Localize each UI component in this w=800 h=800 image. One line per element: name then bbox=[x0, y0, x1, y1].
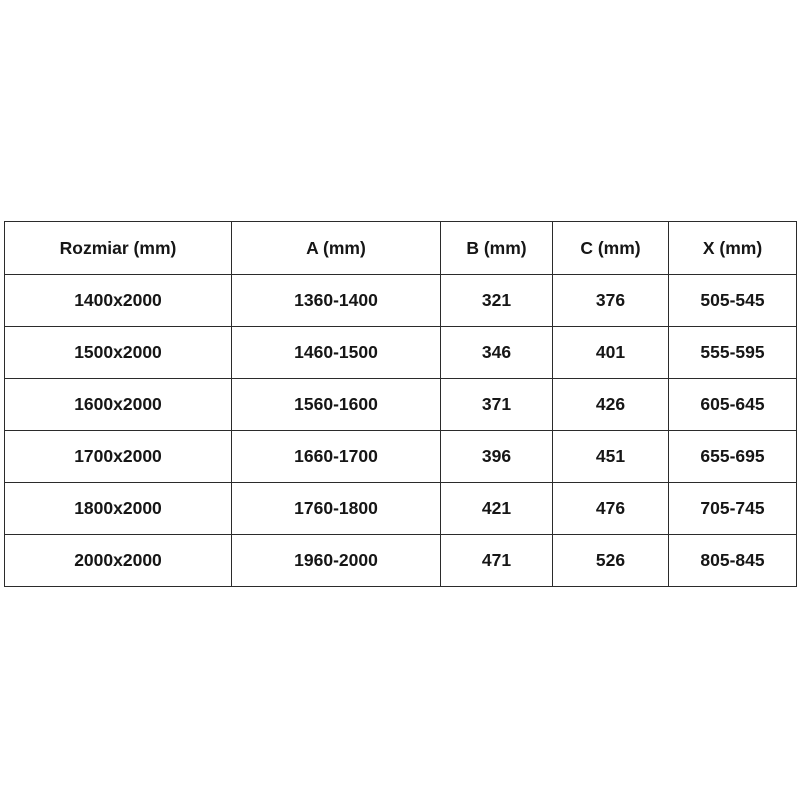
cell-x: 805-845 bbox=[669, 535, 797, 587]
table-row bbox=[5, 535, 797, 587]
cell-x: 505-545 bbox=[669, 275, 797, 327]
cell-rozmiar: 1700x2000 bbox=[5, 431, 232, 483]
cell-c: 376 bbox=[553, 275, 669, 327]
cell-a: 1460-1500 bbox=[232, 327, 441, 379]
cell-b: 471 bbox=[441, 535, 553, 587]
cell-c: 451 bbox=[553, 431, 669, 483]
column-header-a: A (mm) bbox=[232, 222, 441, 275]
cell-a: 1760-1800 bbox=[232, 483, 441, 535]
table-row bbox=[5, 327, 797, 379]
cell-x: 655-695 bbox=[669, 431, 797, 483]
cell-b: 321 bbox=[441, 275, 553, 327]
table-row bbox=[5, 483, 797, 535]
cell-c: 476 bbox=[553, 483, 669, 535]
cell-a: 1960-2000 bbox=[232, 535, 441, 587]
cell-a: 1660-1700 bbox=[232, 431, 441, 483]
table-header bbox=[5, 222, 797, 275]
cell-rozmiar: 1400x2000 bbox=[5, 275, 232, 327]
dimension-table-container bbox=[4, 221, 796, 587]
table-row bbox=[5, 379, 797, 431]
cell-a: 1360-1400 bbox=[232, 275, 441, 327]
cell-c: 426 bbox=[553, 379, 669, 431]
column-header-c: C (mm) bbox=[553, 222, 669, 275]
table-row bbox=[5, 431, 797, 483]
cell-c: 401 bbox=[553, 327, 669, 379]
cell-b: 396 bbox=[441, 431, 553, 483]
cell-b: 421 bbox=[441, 483, 553, 535]
column-header-b: B (mm) bbox=[441, 222, 553, 275]
table-header-row bbox=[5, 222, 797, 275]
table-row bbox=[5, 275, 797, 327]
cell-x: 555-595 bbox=[669, 327, 797, 379]
cell-rozmiar: 2000x2000 bbox=[5, 535, 232, 587]
table-body bbox=[5, 275, 797, 587]
column-header-x: X (mm) bbox=[669, 222, 797, 275]
column-header-rozmiar: Rozmiar (mm) bbox=[5, 222, 232, 275]
cell-c: 526 bbox=[553, 535, 669, 587]
cell-rozmiar: 1500x2000 bbox=[5, 327, 232, 379]
dimension-table bbox=[4, 221, 797, 587]
cell-b: 371 bbox=[441, 379, 553, 431]
cell-a: 1560-1600 bbox=[232, 379, 441, 431]
cell-x: 605-645 bbox=[669, 379, 797, 431]
cell-rozmiar: 1800x2000 bbox=[5, 483, 232, 535]
cell-x: 705-745 bbox=[669, 483, 797, 535]
cell-b: 346 bbox=[441, 327, 553, 379]
cell-rozmiar: 1600x2000 bbox=[5, 379, 232, 431]
